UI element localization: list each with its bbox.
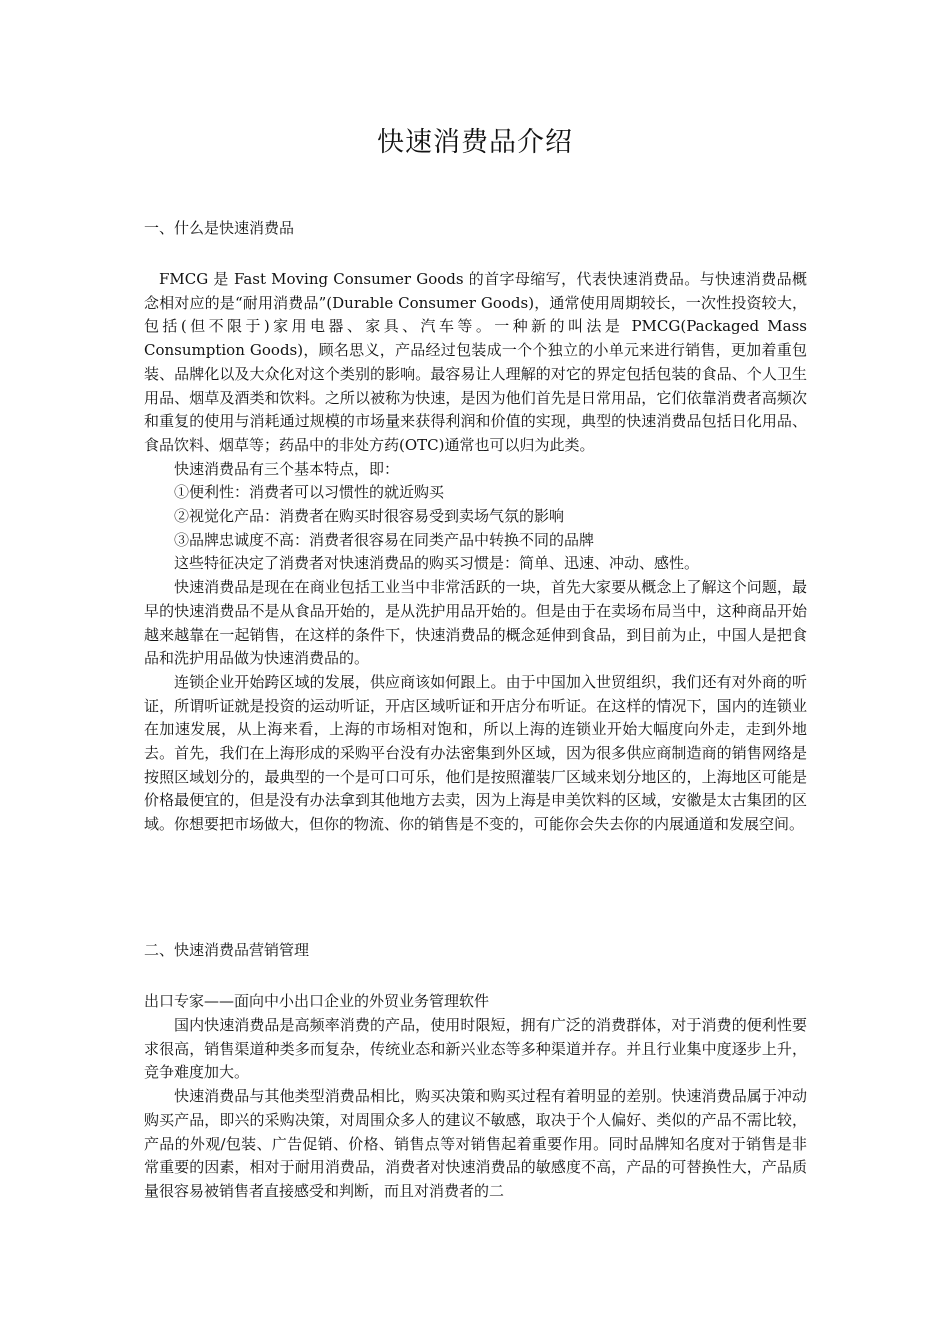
list-item: ③品牌忠诚度不高：消费者很容易在同类产品中转换不同的品牌 (174, 530, 595, 549)
paragraph: 快速消费品与其他类型消费品相比，购买决策和购买过程有着明显的差别。快速消费品属于冲动购买产品，即兴的采购决策，对周围众多人的建议不敏感，取决于个人偏好、类似的产品不需比较，产品的外观/包装、广告促销、价格、销售点等对销售起着重要作用。同时品牌知名度对于销售是非常重要的因素，相对于耐用消费品，消费者对快速消费品的敏感度不高，产品的可替换性大，产品质量很容易被销售者直接感受和判断，而且对消费者的二 (144, 1087, 807, 1200)
document-title: 快速消费品介绍 (377, 127, 573, 158)
paragraph: 快速消费品是现在在商业包括工业当中非常活跃的一块，首先大家要从概念上了解这个问题，最早的快速消费品不是从食品开始的，是从洗护用品开始的。但是由于在卖场布局当中，这种商品开始越来越靠在一起销售，在这样的条件下，快速消费品的概念延伸到食品，到目前为止，中国人是把食品和洗护用品做为快速消费品的。 (144, 578, 807, 668)
paragraph: FMCG 是 Fast Moving Consumer Goods 的首字母缩写，代表快速消费品。与快速消费品概念相对应的是“耐用消费品”(Durable Consumer Goods)，通常使用周期较长，一次性投资较大，包括(但不限于)家用电器、家具、汽车等。一种新的叫法是 PMCG(Packaged Mass Consumption Goods)，顾名思义，产品经过包装成一个个独立的小单元来进行销售，更加着重包装、品牌化以及大众化对这个类别的影响。最容易让人理解的对它的界定包括包装的食品、个人卫生用品、烟草及酒类和饮料。之所以被称为快速，是因为他们首先是日常用品，它们依靠消费者高频次和重复的使用与消耗通过规模的市场量来获得利润和价值的实现，典型的快速消费品包括日化用品、食品饮料、烟草等；药品中的非处方药(OTC)通常也可以归为此类。 (144, 270, 807, 454)
section-2-body (144, 1014, 807, 1204)
paragraph: 国内快速消费品是高频率消费的产品，使用时限短，拥有广泛的消费群体，对于消费的便利性要求很高，销售渠道种类多而复杂，传统业态和新兴业态等多种渠道并存。并且行业集中度逐步上升，竞争难度加大。 (144, 1016, 807, 1082)
paragraph: 快速消费品有三个基本特点，即： (174, 459, 400, 478)
section-subheading: 出口专家——面向中小出口企业的外贸业务管理软件 (144, 992, 490, 1010)
paragraph: 这些特征决定了消费者对快速消费品的购买习惯是：简单、迅速、冲动、感性。 (174, 554, 700, 573)
section-heading-1: 一、什么是快速消费品 (144, 219, 295, 237)
list-item: ①便利性：消费者可以习惯性的就近购买 (174, 483, 445, 502)
paragraph: 连锁企业开始跨区域的发展，供应商该如何跟上。由于中国加入世贸组织，我们还有对外商的听证，所谓听证就是投资的运动听证，开店区域听证和开店分布听证。在这样的情况下，国内的连锁业在加速发展，从上海来看，上海的市场相对饱和，所以上海的连锁业开始大幅度向外走，走到外地去。首先，我们在上海形成的采购平台没有办法密集到外区域，因为很多供应商制造商的销售网络是按照区域划分的，最典型的一个是可口可乐，他们是按照灌装厂区域来划分地区的，上海地区可能是价格最便宜的，但是没有办法拿到其他地方去卖，因为上海是申美饮料的区域，安徽是太古集团的区域。你想要把市场做大，但你的物流、你的销售是不变的，可能你会失去你的内展通道和发展空间。 (144, 672, 807, 834)
section-1-body (144, 268, 807, 837)
list-item: ②视觉化产品：消费者在购买时很容易受到卖场气氛的影响 (174, 507, 565, 526)
section-heading-2: 二、快速消费品营销管理 (144, 941, 310, 959)
